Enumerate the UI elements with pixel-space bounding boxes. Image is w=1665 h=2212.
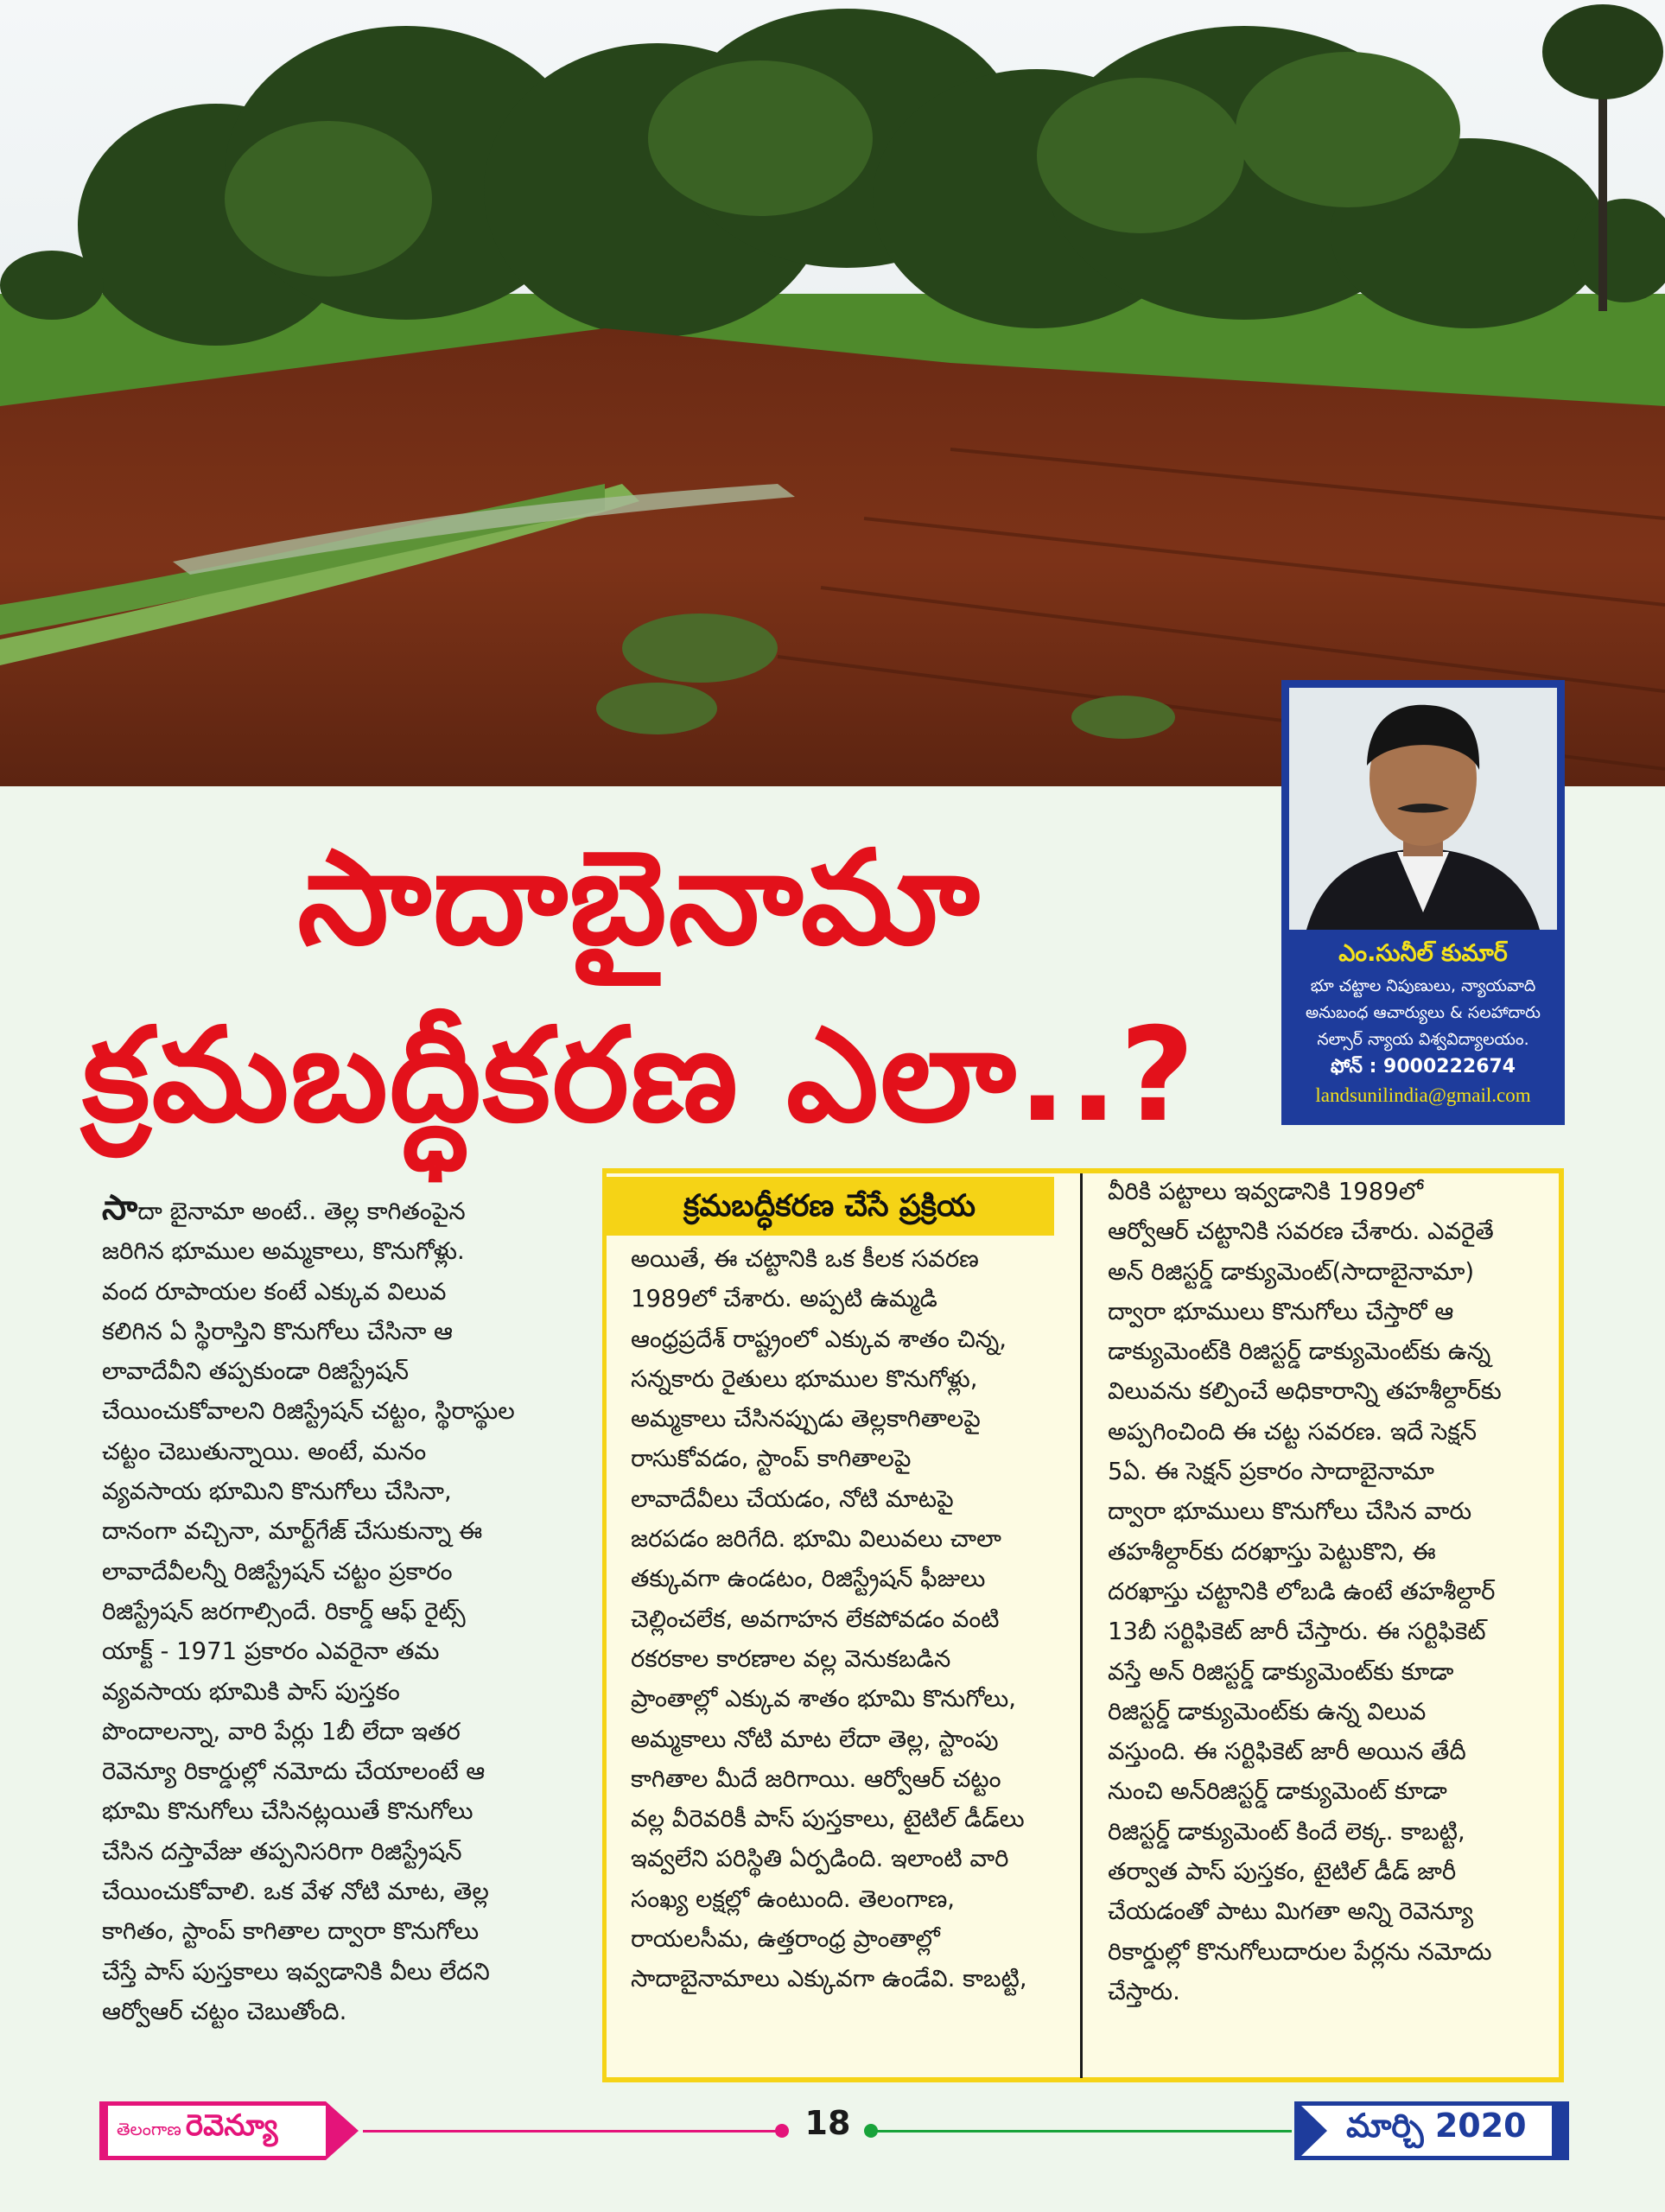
text-line [102,1511,586,1551]
text-line-content: రకరకాల కారణాల వల్ల వెనుకబడిన [631,1644,951,1673]
headline-line-2: క్రమబద్ధీకరణ ఎలా..? [82,1001,1197,1151]
author-name: ఎం.సునీల్ కుమార్ [1338,940,1508,967]
page-footer [0,2091,1665,2186]
text-line [631,1479,1071,1519]
text-line-content: కాగితం, స్టాంప్ కాగితాల ద్వారా కొనుగోలు [102,1917,480,1946]
field-photo [0,0,1665,786]
text-line [631,1439,1071,1478]
text-line-content: డాక్యుమెంట్‌కి రిజిస్టర్డ్ డాక్యుమెంట్‌కు ఉన్న [1108,1338,1491,1366]
text-line-content: ద్వారా భూములు కొనుగోలు చేసిన వారు [1108,1497,1472,1526]
text-line [102,1592,586,1631]
text-line-content: ఆర్వోఆర్ చట్టం చెబుతోంది. [102,1997,347,2025]
text-line-content: రిజిస్టర్డ్ డాక్యుమెంట్‌కు ఉన్న విలువ [1108,1697,1427,1726]
text-line [102,1391,586,1431]
text-line-content: లావాదేవీలు చేయడం, నోటి మాటపై [631,1484,954,1513]
text-line [1108,1852,1557,1891]
headline-line-1: సాదాబైనామా [297,823,982,974]
text-line-content: కాగితాల మీదే జరిగాయి. ఆర్వోఆర్ చట్టం [631,1764,1001,1793]
author-title-2: అనుబంధ ఆచార్యులు & సలహాదారు [1306,1003,1541,1022]
author-card [1281,680,1565,1125]
text-line [631,1279,1071,1319]
text-line-content: వంద రూపాయల కంటే ఎక్కువ విలువ [102,1277,447,1306]
text-line-content: తహశీల్దార్‌కు దరఖాస్తు పెట్టుకొని, ఈ [1108,1537,1436,1566]
text-line [1108,1452,1557,1491]
issue-date: మార్చి 2020 [1346,2107,1527,2145]
author-phone: ఫోన్ : 9000222674 [1330,1056,1516,1077]
text-line [631,1639,1071,1679]
text-line [1108,1332,1557,1371]
text-line-content: 1989లో చేశారు. అప్పటి ఉమ్మడి [631,1285,937,1313]
text-line [1108,1932,1557,1972]
text-line-content: చేస్తే పాస్ పుస్తకాలు ఇవ్వడానికి వీలు లేదని [102,1957,490,1986]
text-line [631,1399,1071,1439]
text-line-content: దరఖాస్తు చట్టానికి లోబడి ఉంటే తహశీల్దార్ [1108,1577,1496,1605]
text-line-content: యాక్ట్ - 1971 ప్రకారం ఎవరైనా తమ [102,1637,440,1666]
text-line [1108,1491,1557,1531]
text-line-content: జరిగిన భూముల అమ్మకాలు, కొనుగోళ్లు. [102,1237,465,1266]
text-line-content: ప్రాంతాల్లో ఎక్కువ శాతం భూమి కొనుగోలు, [631,1685,1017,1713]
text-line-content: రాయలసీమ, ఉత్తరాంధ్ర ప్రాంతాల్లో [631,1925,940,1954]
text-line-content: వస్తే అన్ రిజిస్టర్డ్ డాక్యుమెంట్‌కు కూడా [1108,1657,1454,1686]
text-line-content: చేయించుకోవాలి. ఒక వేళ నోటి మాట, తెల్ల [102,1878,489,1906]
text-line [631,1679,1071,1719]
text-line-content: లావాదేవీలన్నీ రిజిస్ట్రేషన్ చట్టం ప్రకారం [102,1557,453,1586]
text-line [1108,1812,1557,1852]
text-line-content: వీరికి పట్టాలు ఇవ్వడానికి 1989లో [1108,1178,1423,1205]
text-line [102,1911,586,1951]
text-line-content: చెల్లించలేక, అవగాహన లేకపోవడం వంటి [631,1605,1000,1633]
text-line-content: వల్ల వీరెవరికీ పాస్ పుస్తకాలు, టైటిల్ డీడ్‌లు [631,1805,1025,1834]
text-line [1108,1572,1557,1611]
text-line [1108,1972,1557,2012]
author-title-3: నల్సార్ న్యాయ విశ్వవిద్యాలయం. [1317,1030,1529,1049]
text-line [1108,1611,1557,1651]
text-line [102,1992,586,2031]
text-line [631,1519,1071,1559]
author-email[interactable]: landsunilindia@gmail.com [1315,1084,1531,1106]
text-line-content: ఇవ్వలేని పరిస్థితి ఏర్పడింది. ఇలాంటి వారి [631,1845,1009,1873]
text-line [102,1791,586,1831]
text-line [102,1351,586,1391]
text-line-content: అయితే, ఈ చట్టానికి ఒక కీలక సవరణ [631,1245,979,1273]
text-line-content: 5ఏ. ఈ సెక్షన్ ప్రకారం సాదాబైనామా [1108,1458,1434,1486]
text-line [631,1719,1071,1759]
text-line [1108,1771,1557,1811]
text-line-content: దా బైనామా అంటే.. తెల్ల కాగితంపైన [137,1198,466,1225]
text-line-content: రాసుకోవడం, స్టాంప్ కాగితాలపై [631,1445,912,1473]
text-line [102,1188,586,1231]
issue-date-tag [1294,2101,1569,2160]
text-line [631,1239,1071,1279]
text-line-content: విలువను కల్పించే అధికారాన్ని తహశీల్దార్‌కు [1108,1377,1502,1406]
text-line-content: జరపడం జరిగేది. భూమి విలువలు చాలా [631,1525,1001,1554]
text-line-content: రెవెన్యూ రికార్డుల్లో నమోదు చేయాలంటే ఆ [102,1758,486,1786]
text-line [631,1759,1071,1799]
text-line-content: అమ్మకాలు నోటి మాట లేదా తెల్ల, స్టాంపు [631,1725,999,1753]
text-line [1108,1371,1557,1411]
text-line [102,1952,586,1992]
text-line-content: వ్యవసాయ భూమిని కొనుగోలు చేసినా, [102,1478,452,1506]
text-line [631,1599,1071,1639]
text-line-content: చేయించుకోవాలని రిజిస్ట్రేషన్ చట్టం, స్థిరాస్థుల [102,1397,515,1426]
text-line [102,1272,586,1312]
text-line-content: చట్టం చెబుతున్నాయి. అంటే, మనం [102,1437,427,1465]
text-line-content: అమ్మకాలు చేసినప్పుడు తెల్లకాగితాలపై [631,1405,981,1433]
text-line-content: లావాదేవీని తప్పకుండా రిజిస్ట్రేషన్ [102,1357,410,1386]
text-line-content: దానంగా వచ్చినా, మార్ట్‌గేజ్ చేసుకున్నా ఈ [102,1517,483,1546]
column-divider [1080,1173,1083,2078]
text-line [631,1919,1071,1959]
text-line [102,1672,586,1712]
text-line [631,1879,1071,1919]
text-line [631,1959,1071,1999]
text-line [631,1359,1071,1399]
text-line-content: ద్వారా భూములు కొనుగోలు చేస్తారో ఆ [1108,1297,1454,1325]
text-line-content: ఆర్వోఆర్ చట్టానికి సవరణ చేశారు. ఎవరైతే [1108,1217,1494,1246]
text-line-content: అన్ రిజిస్టర్డ్ డాక్యుమెంట్(సాదాబైనామా) [1108,1257,1475,1286]
text-line [102,1872,586,1911]
text-line-content: రికార్డుల్లో కొనుగోలుదారుల పేర్లను నమోదు [1108,1937,1492,1966]
text-line-content: తక్కువగా ఉండటం, రిజిస్ట్రేషన్ ఫీజులు [631,1565,986,1593]
footer-line-left [363,2130,778,2133]
article-column-1 [102,1188,586,2031]
text-line-content: సాదాబైనామాలు ఎక్కువగా ఉండేవి. కాబట్టి, [631,1965,1027,1993]
text-line-content: చేసిన దస్తావేజు తప్పనిసరిగా రిజిస్ట్రేషన్ [102,1837,462,1866]
text-line-content: పొందాలన్నా, వారి పేర్లు 1బీ లేదా ఇతర [102,1717,461,1745]
drop-cap: సా [102,1188,138,1228]
author-photo [1289,688,1557,930]
text-line-content: అప్పగించింది ఈ చట్ట సవరణ. ఇదే సెక్షన్ [1108,1417,1478,1446]
text-line [1108,1652,1557,1692]
text-line [102,1552,586,1592]
text-line-content: భూమి కొనుగోలు చేసినట్లయితే కొనుగోలు [102,1797,473,1826]
text-line [1108,1891,1557,1931]
author-title-1: భూ చట్టాల నిపుణులు, న్యాయవాది [1310,976,1536,995]
text-line [1108,1412,1557,1452]
article-column-3 [1108,1172,1557,2012]
process-subheading: క్రమబద్ధీకరణ చేసే ప్రక్రియ [605,1177,1054,1236]
text-line [1108,1532,1557,1572]
text-line-content: నుంచి అన్‌రిజిస్టర్డ్ డాక్యుమెంట్ కూడా [1108,1777,1447,1806]
text-line [1108,1172,1557,1211]
publication-tag [99,2101,359,2160]
text-line [102,1312,586,1351]
text-line [102,1231,586,1271]
text-line-content: వస్తుంది. ఈ సర్టిఫికెట్ జారీ అయిన తేదీ [1108,1738,1466,1766]
text-line-content: చేస్తారు. [1108,1977,1180,2005]
publication-name-small: తెలంగాణ [117,2119,181,2139]
footer-dot-left [775,2124,789,2138]
text-line-content: చేయడంతో పాటు మిగతా అన్ని రెవెన్యూ [1108,1897,1474,1926]
text-line-content: వ్యవసాయ భూమికి పాస్ పుస్తకం [102,1677,400,1706]
text-line [631,1559,1071,1599]
text-line [631,1319,1071,1359]
publication-name-big: రెవెన్యూ [185,2108,278,2143]
text-line [102,1432,586,1471]
text-line [102,1471,586,1511]
article-column-2 [631,1239,1071,1999]
text-line-content: రిజిస్టర్డ్ డాక్యుమెంట్ కిందే లెక్క. కాబట్టి, [1108,1817,1465,1846]
text-line [1108,1252,1557,1292]
text-line-content: సన్నకారు రైతులు భూముల కొనుగోళ్లు, [631,1364,978,1393]
text-line [631,1839,1071,1878]
text-line [1108,1292,1557,1332]
text-line-content: రిజిస్ట్రేషన్ జరగాల్సిందే. రికార్డ్ ఆఫ్ రైట్స్ [102,1597,466,1625]
text-line [631,1799,1071,1839]
footer-line-right [877,2130,1292,2133]
text-line [1108,1211,1557,1251]
text-line [102,1631,586,1671]
text-line-content: కలిగిన ఏ స్థిరాస్తిని కొనుగోలు చేసినా ఆ [102,1317,453,1345]
text-line [102,1751,586,1791]
text-line-content: సంఖ్య లక్షల్లో ఉంటుంది. తెలంగాణ, [631,1885,956,1913]
text-line [102,1832,586,1872]
footer-dot-right [864,2124,878,2138]
text-line-content: తర్వాత పాస్ పుస్తకం, టైటిల్ డీడ్ జారీ [1108,1858,1457,1886]
text-line [1108,1692,1557,1732]
text-line-content: 13బీ సర్టిఫికెట్ జారీ చేస్తారు. ఈ సర్టిఫికెట్ [1108,1618,1486,1646]
page-number: 18 [804,2104,851,2142]
text-line [1108,1732,1557,1771]
text-line [102,1712,586,1751]
text-line-content: ఆంధ్రప్రదేశ్ రాష్ట్రంలో ఎక్కువ శాతం చిన్న, [631,1325,1007,1353]
